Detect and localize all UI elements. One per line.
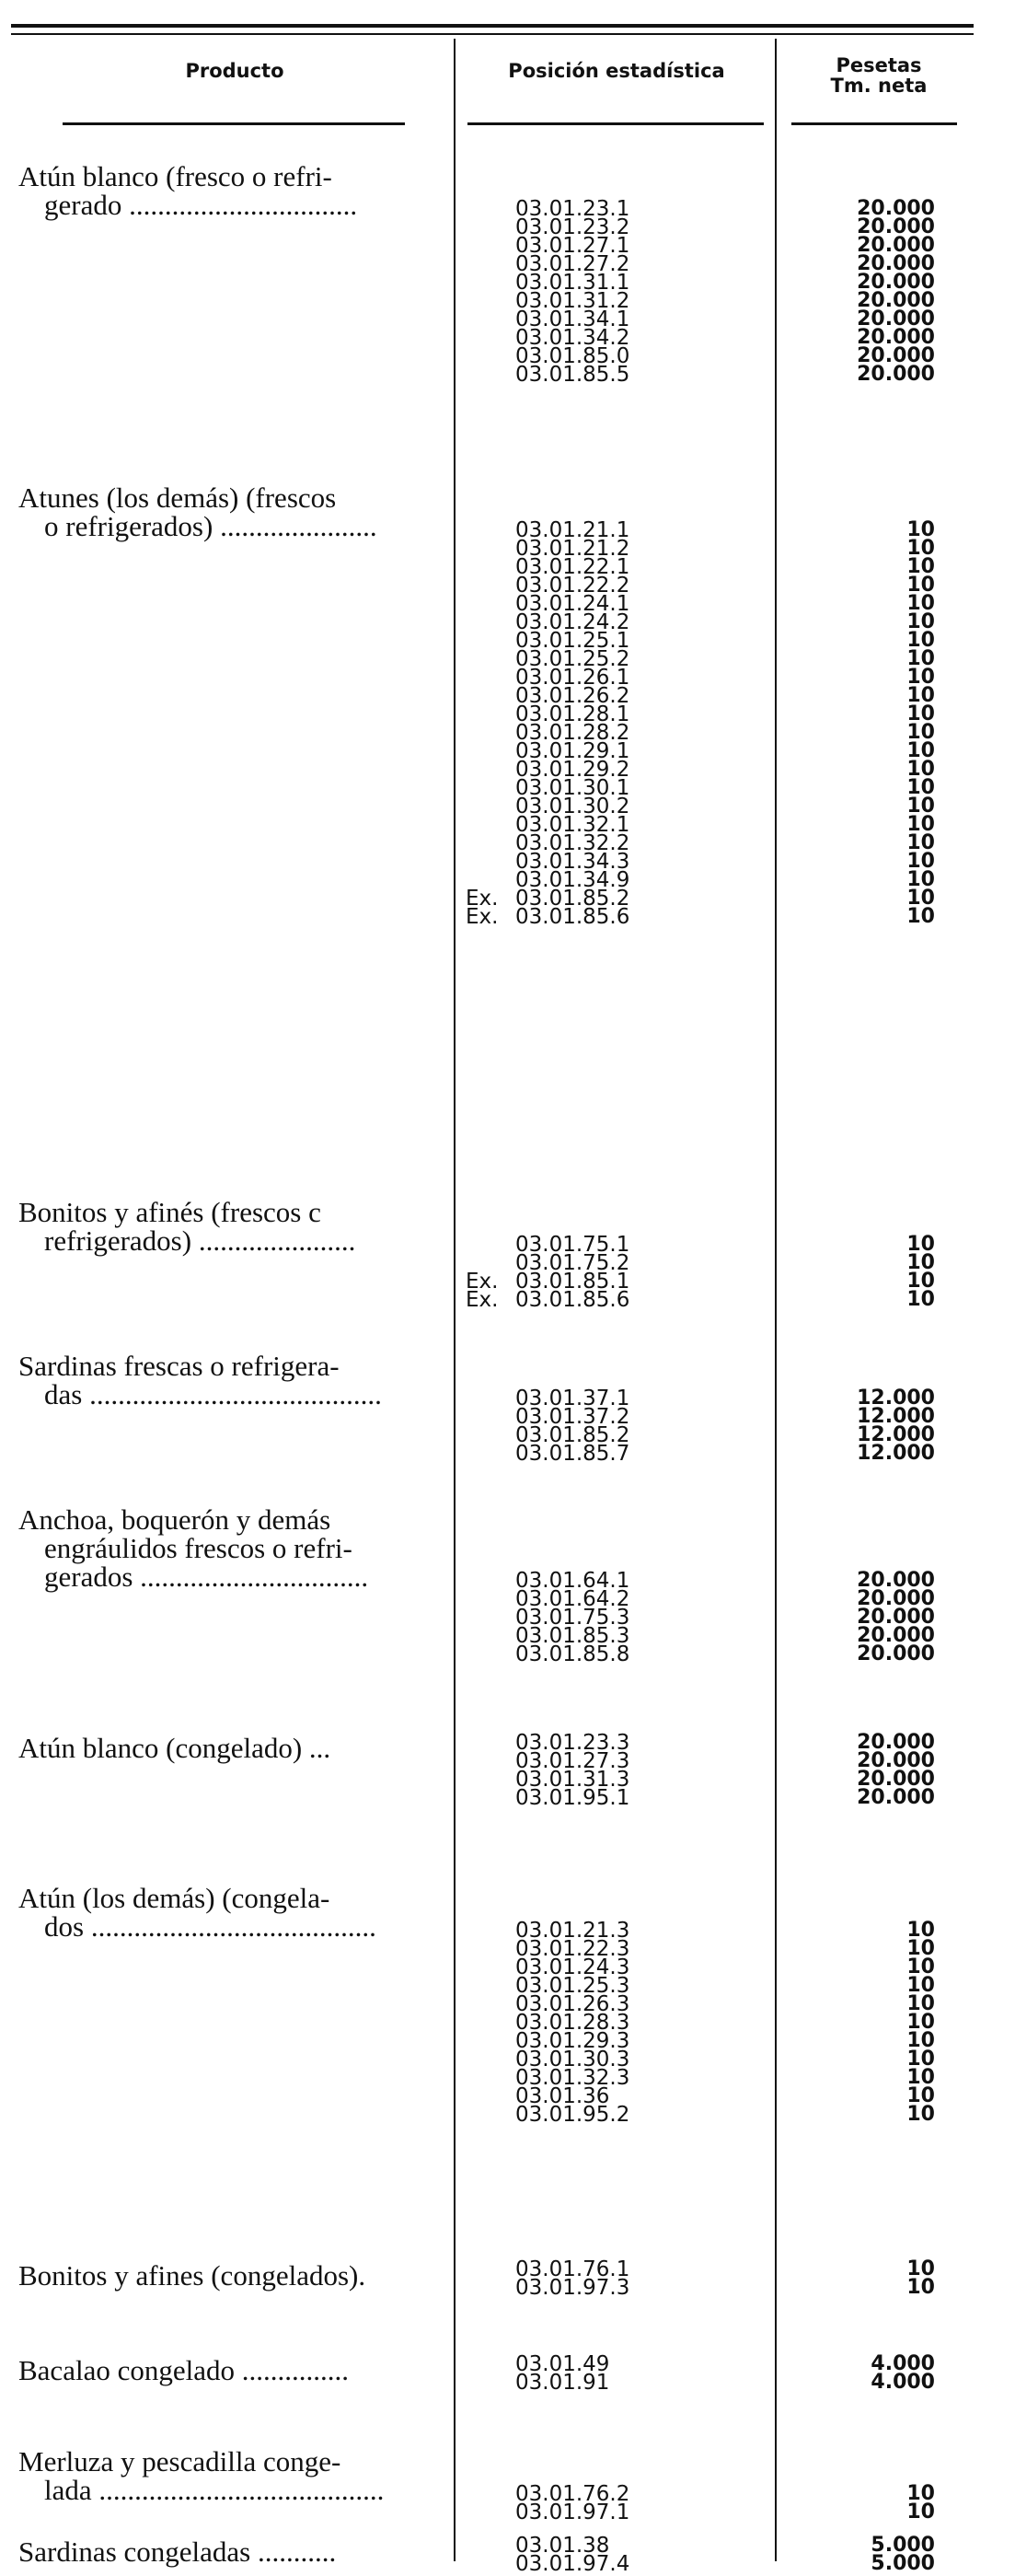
product-name-line: Bonitos y afines (congelados). [18,2259,366,2292]
header-pesetas-line1: Pesetas [836,54,922,76]
product-name-line: das ......................................... [44,1378,382,1410]
product-name-line: gerados ................................ [44,1561,369,1593]
pesetas-value: 20.000 [857,1786,935,1809]
position-code [466,1442,760,1466]
pesetas-value: 10 [906,702,935,725]
position-code [466,2103,760,2127]
pesetas-value: 20.000 [857,1749,935,1772]
product-name [18,483,446,540]
pesetas-value: 10 [906,887,935,910]
value-list [810,1569,935,1665]
pesetas-value: 10 [906,2066,935,2089]
value-list [810,1233,935,1311]
pesetas-value: 10 [906,610,935,633]
position-code-text: 03.01.76.1 [515,2257,630,2281]
product-name-line: Atún blanco (fresco o refri- [18,160,332,192]
position-code-text: 03.01.21.3 [515,1919,630,1943]
position-code-text: 03.01.64.2 [515,1587,630,1611]
pesetas-value: 20.000 [857,215,935,238]
product-name-line: Sardinas congeladas ........... [18,2535,337,2568]
pesetas-value: 10 [906,2482,935,2505]
value-list [810,197,935,386]
position-code-text: 03.01.29.1 [515,739,630,763]
product-name-line: Bacalao congelado ............... [18,2354,349,2386]
position-code-text: 03.01.28.2 [515,721,630,745]
position-code-text: 03.01.22.2 [515,574,630,598]
pesetas-value: 10 [906,2029,935,2052]
position-code-text: 03.01.26.2 [515,684,630,708]
position-code-text: 03.01.25.2 [515,647,630,671]
position-code-text: 03.01.25.3 [515,1974,630,1998]
pesetas-value: 20.000 [857,1569,935,1592]
position-code-text: 03.01.75.2 [515,1251,630,1275]
product-name [18,162,446,219]
position-code-text: 03.01.97.4 [515,2552,630,2576]
position-code-text: 03.01.85.6 [515,1288,630,1312]
position-list [466,2482,760,2524]
product-name [18,2356,446,2385]
position-code-text: 03.01.95.2 [515,2103,630,2127]
value-list [810,1731,935,1809]
position-code-text: 03.01.25.1 [515,629,630,653]
position-code-text: 03.01.85.8 [515,1642,630,1666]
pesetas-value: 12.000 [857,1405,935,1428]
position-code-text: 03.01.97.1 [515,2501,630,2524]
position-code-text: 03.01.24.3 [515,1955,630,1979]
position-list [466,1919,760,2127]
product-name-line: Atún blanco (congelado) ... [18,1732,331,1764]
position-code-text: 03.01.85.6 [515,905,630,929]
position-code-text: 03.01.85.2 [515,1423,630,1447]
product-name-line: lada ........................................ [44,2474,385,2506]
position-code-text: 03.01.97.3 [515,2276,630,2300]
position-code-text: 03.01.32.1 [515,813,630,837]
position-list [466,2534,760,2576]
product-name [18,2261,446,2290]
product-name-line: Anchoa, boquerón y demás [18,1503,331,1536]
position-code-text: 03.01.75.1 [515,1233,630,1257]
position-code-text: 03.01.85.3 [515,1624,630,1648]
product-name [18,1198,446,1255]
position-code-text: 03.01.32.3 [515,2066,630,2090]
position-list [466,1569,760,1666]
pesetas-value: 10 [906,831,935,854]
pesetas-value: 10 [906,2257,935,2280]
pesetas-value: 20.000 [857,344,935,367]
value-list [810,2536,935,2573]
position-code-text: 03.01.27.3 [515,1749,630,1773]
position-code-text: 03.01.34.2 [515,326,630,350]
pesetas-value: 10 [906,1992,935,2015]
pesetas-value: 20.000 [857,1606,935,1629]
position-code-text: 03.01.23.1 [515,197,630,221]
product-name-line: dos ........................................ [44,1910,376,1943]
product-name [18,2537,446,2566]
pesetas-value: 10 [906,1937,935,1960]
position-code [466,2066,760,2090]
position-code-text: 03.01.75.3 [515,1606,630,1630]
position-code-text: 03.01.30.3 [515,2048,630,2071]
position-code-text: 03.01.85.0 [515,344,630,368]
position-code-text: 03.01.27.2 [515,252,630,276]
pesetas-value: 10 [906,574,935,597]
position-code-text: 03.01.49 [515,2352,610,2376]
position-code-text: 03.01.24.1 [515,592,630,616]
position-code [466,2276,760,2300]
position-code-text: 03.01.34.3 [515,850,630,874]
position-code-text: 03.01.22.1 [515,555,630,579]
position-code-text: 03.01.30.1 [515,776,630,800]
pesetas-value: 20.000 [857,289,935,312]
value-list [810,1921,935,2124]
product-name [18,1352,446,1409]
pesetas-value: 20.000 [857,1642,935,1665]
position-list [466,518,760,929]
position-code-text: 03.01.26.3 [515,1992,630,2016]
position-code-text: 03.01.24.2 [515,610,630,634]
position-code-text: 03.01.21.1 [515,518,630,542]
pesetas-value: 10 [906,868,935,891]
product-name-line: o refrigerados) ...................... [44,510,377,542]
position-code-text: 03.01.95.1 [515,1786,630,1810]
pesetas-value: 20.000 [857,271,935,294]
pesetas-value: 10 [906,592,935,615]
pesetas-value: 20.000 [857,307,935,331]
position-list [466,1233,760,1312]
position-prefix: Ex. [466,1288,499,1312]
position-code-text: 03.01.85.7 [515,1442,630,1466]
position-code-text: 03.01.31.1 [515,271,630,295]
pesetas-value: 20.000 [857,1768,935,1791]
pesetas-value: 10 [906,813,935,836]
pesetas-value: 20.000 [857,1624,935,1647]
header-pesetas-line2: Tm. neta [830,75,928,97]
pesetas-value: 10 [906,2084,935,2107]
position-code [466,363,760,387]
pesetas-value: 20.000 [857,252,935,275]
position-code-text: 03.01.29.2 [515,758,630,782]
pesetas-value: 10 [906,629,935,652]
pesetas-value: 10 [906,2103,935,2126]
position-code-text: 03.01.76.2 [515,2482,630,2506]
position-code-text: 03.01.85.5 [515,363,630,387]
product-name-line: gerado ................................ [44,189,358,221]
product-name [18,2447,446,2504]
pesetas-value: 20.000 [857,1731,935,1754]
product-name-line: Atunes (los demás) (frescos [18,482,337,514]
position-code-text: 03.01.28.3 [515,2011,630,2035]
position-code [466,2352,760,2376]
pesetas-value: 10 [906,721,935,744]
pesetas-value: 5.000 [871,2534,935,2557]
position-code-text: 03.01.30.2 [515,795,630,818]
product-name [18,1734,446,1762]
position-code-text: 03.01.38 [515,2534,610,2558]
pesetas-value: 20.000 [857,197,935,220]
position-code-text: 03.01.85.2 [515,887,630,911]
product-name [18,1884,446,1941]
product-name-line: engráulidos frescos o refri- [44,1532,352,1564]
position-code-text: 03.01.34.9 [515,868,630,892]
pesetas-value: 10 [906,1270,935,1293]
position-code-text: 03.01.29.3 [515,2029,630,2053]
position-code-text: 03.01.32.2 [515,831,630,855]
pesetas-value: 10 [906,2276,935,2299]
position-code-text: 03.01.28.1 [515,702,630,726]
product-name-line: Sardinas frescas o refrigera- [18,1350,340,1382]
value-list [810,518,935,928]
pesetas-value: 4.000 [871,2371,935,2394]
position-code [466,905,760,929]
position-prefix: Ex. [466,1270,499,1294]
position-code-text: 03.01.64.1 [515,1569,630,1593]
position-code-text: 03.01.31.3 [515,1768,630,1792]
position-list [466,2257,760,2300]
pesetas-value: 10 [906,1233,935,1256]
pesetas-value: 20.000 [857,363,935,386]
pesetas-value: 10 [906,758,935,781]
pesetas-value: 12.000 [857,1442,935,1465]
pesetas-value: 10 [906,1288,935,1311]
position-code-text: 03.01.23.3 [515,1731,630,1755]
value-list [810,1389,935,1463]
position-code-text: 03.01.26.1 [515,666,630,690]
pesetas-value: 10 [906,795,935,818]
product-name [18,1505,446,1591]
pesetas-value: 4.000 [871,2352,935,2375]
position-code-text: 03.01.34.1 [515,307,630,331]
value-list [810,2482,935,2524]
position-code [466,1642,760,1666]
position-code [466,1786,760,1810]
value-list [810,2352,935,2394]
position-prefix: Ex. [466,887,499,911]
product-name-line: Atún (los demás) (congela- [18,1882,330,1914]
product-name-line: refrigerados) ...................... [44,1224,356,1257]
position-code-text: 03.01.36 [515,2084,610,2108]
position-code-text: 03.01.85.1 [515,1270,630,1294]
pesetas-value: 10 [906,555,935,578]
position-list [466,1731,760,1810]
pesetas-value: 10 [906,1955,935,1978]
pesetas-value: 10 [906,739,935,762]
position-list [466,197,760,387]
pesetas-value: 20.000 [857,1587,935,1610]
pesetas-value: 10 [906,647,935,670]
position-code-text: 03.01.31.2 [515,289,630,313]
position-code [466,2503,760,2522]
pesetas-value: 10 [906,684,935,707]
value-list [810,2257,935,2299]
pesetas-value: 10 [906,2048,935,2071]
header-product: Producto [185,60,284,82]
pesetas-value: 12.000 [857,1387,935,1410]
pesetas-value: 10 [906,905,935,928]
product-name-line: Bonitos y afinés (frescos c [18,1196,321,1228]
pesetas-value: 10 [906,2501,935,2524]
pesetas-value: 10 [906,537,935,560]
position-list [466,2352,760,2395]
position-code [466,1288,760,1312]
position-code-text: 03.01.27.1 [515,234,630,258]
position-code-text: 03.01.23.2 [515,215,630,239]
position-code-text: 03.01.91 [515,2371,610,2395]
pesetas-value: 10 [906,666,935,689]
position-list [466,1387,760,1466]
pesetas-value: 10 [906,518,935,541]
pesetas-value: 10 [906,1974,935,1997]
pesetas-value: 10 [906,1919,935,1942]
position-code-text: 03.01.37.2 [515,1405,630,1429]
pesetas-value: 20.000 [857,234,935,257]
pesetas-value: 10 [906,776,935,799]
pesetas-value: 10 [906,2011,935,2034]
pesetas-value: 10 [906,850,935,873]
header-position: Posición estadística [508,60,725,82]
pesetas-value: 5.000 [871,2552,935,2575]
position-prefix: Ex. [466,905,499,929]
position-code [466,2371,760,2395]
position-code-text: 03.01.37.1 [515,1387,630,1410]
pesetas-value: 12.000 [857,1423,935,1446]
position-code-text: 03.01.21.2 [515,537,630,561]
position-code [466,2552,760,2576]
position-code-text: 03.01.22.3 [515,1937,630,1961]
product-name-line: Merluza y pescadilla conge- [18,2445,341,2477]
pesetas-value: 20.000 [857,326,935,349]
pesetas-value: 10 [906,1251,935,1274]
